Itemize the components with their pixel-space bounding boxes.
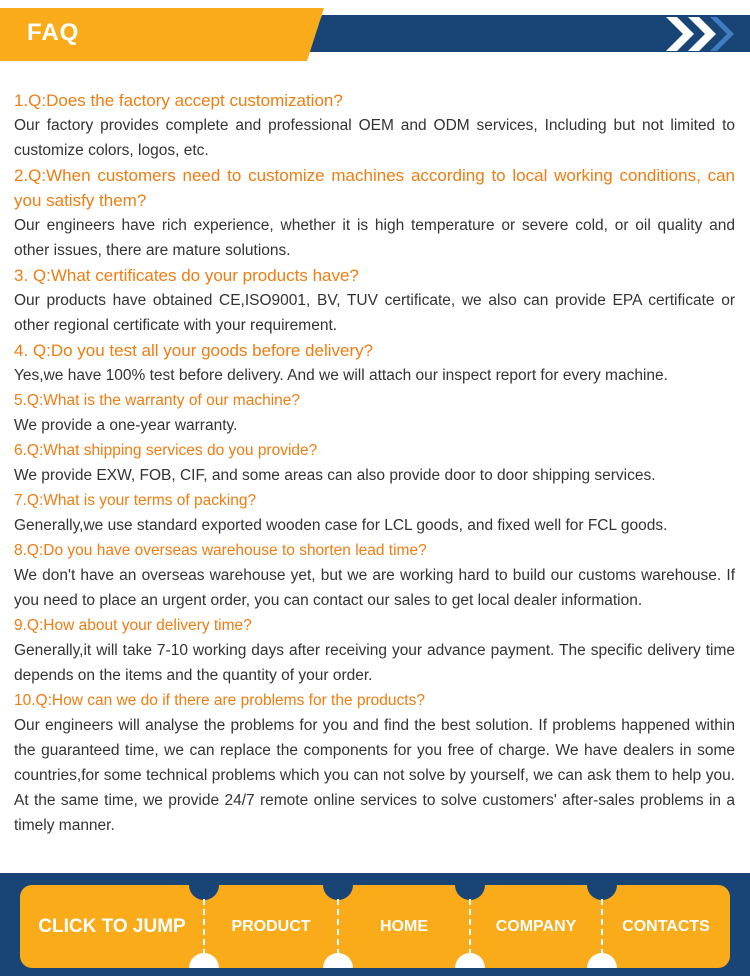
faq-answer: We provide a one-year warranty. [14, 417, 238, 434]
faq-question: 5.Q:What is the warranty of our machine? [14, 392, 301, 409]
faq-answer: We don't have an overseas warehouse yet, but we are working hard to build our customs warehouse. If you need to place an urgent order, you can contact our sales to get local dealer information. [14, 567, 735, 609]
faq-item [14, 438, 735, 488]
faq-answer: Generally,we use standard exported wooden case for LCL goods, and fixed well for FCL goods. [14, 517, 668, 534]
faq-answer: Yes,we have 100% test before delivery. And we will attach our inspect report for every machine. [14, 367, 668, 384]
faq-item [14, 88, 735, 163]
faq-list [14, 88, 735, 838]
faq-question: 8.Q:Do you have overseas warehouse to shorten lead time? [14, 542, 427, 559]
faq-question: 4. Q:Do you test all your goods before delivery? [14, 341, 374, 360]
faq-answer: Generally,it will take 7-10 working days after receiving your advance payment. The specific delivery time depends on the items and the quantity of your order. [14, 642, 735, 684]
faq-answer: Our factory provides complete and professional OEM and ODM services, Including but not limited to customize colors, logos, etc. [14, 117, 735, 159]
faq-item [14, 163, 735, 263]
page-title: FAQ [27, 19, 80, 46]
faq-question: 9.Q:How about your delivery time? [14, 617, 252, 634]
faq-answer: Our engineers will analyse the problems for you and find the best solution. If problems happened within the guaranteed time, we can replace the components for you free of charge. We have dealers in some countries,for some technical problems which you can not solve by yourself, we can ask them to help you. At the same time, we provide 24/7 remote online services to solve customers' after-sales problems in a timely manner. [14, 717, 735, 834]
faq-item [14, 388, 735, 438]
faq-answer: Our engineers have rich experience, whether it is high temperature or severe cold, or oil quality and other issues, there are mature solutions. [14, 217, 735, 259]
faq-item [14, 688, 735, 838]
nav-company-button[interactable]: COMPANY [495, 918, 577, 935]
faq-answer: Our products have obtained CE,ISO9001, BV, TUV certificate, we also can provide EPA certificate or other regional certificate with your requirement. [14, 292, 735, 334]
footer-nav-bar [20, 885, 730, 968]
faq-question: 3. Q:What certificates do your products have? [14, 266, 359, 285]
nav-contacts-button[interactable]: CONTACTS [622, 918, 710, 935]
faq-answer: We provide EXW, FOB, CIF, and some areas can also provide door to door shipping services. [14, 467, 656, 484]
faq-item [14, 263, 735, 338]
faq-question: 2.Q:When customers need to customize machines according to local working conditions, can you satisfy them? [14, 166, 735, 210]
footer-nav [0, 873, 750, 976]
faq-item [14, 488, 735, 538]
header-banner [0, 0, 750, 66]
faq-question: 1.Q:Does the factory accept customization? [14, 91, 343, 110]
click-to-jump-label: CLICK TO JUMP [38, 916, 186, 937]
faq-question: 6.Q:What shipping services do you provide? [14, 442, 318, 459]
faq-item [14, 538, 735, 613]
faq-item [14, 613, 735, 688]
nav-home-button[interactable]: HOME [380, 918, 428, 935]
faq-item [14, 338, 735, 388]
nav-product-button[interactable]: PRODUCT [231, 918, 311, 935]
faq-header [0, 0, 750, 66]
faq-question: 7.Q:What is your terms of packing? [14, 492, 257, 509]
faq-question: 10.Q:How can we do if there are problems for the products? [14, 692, 425, 709]
